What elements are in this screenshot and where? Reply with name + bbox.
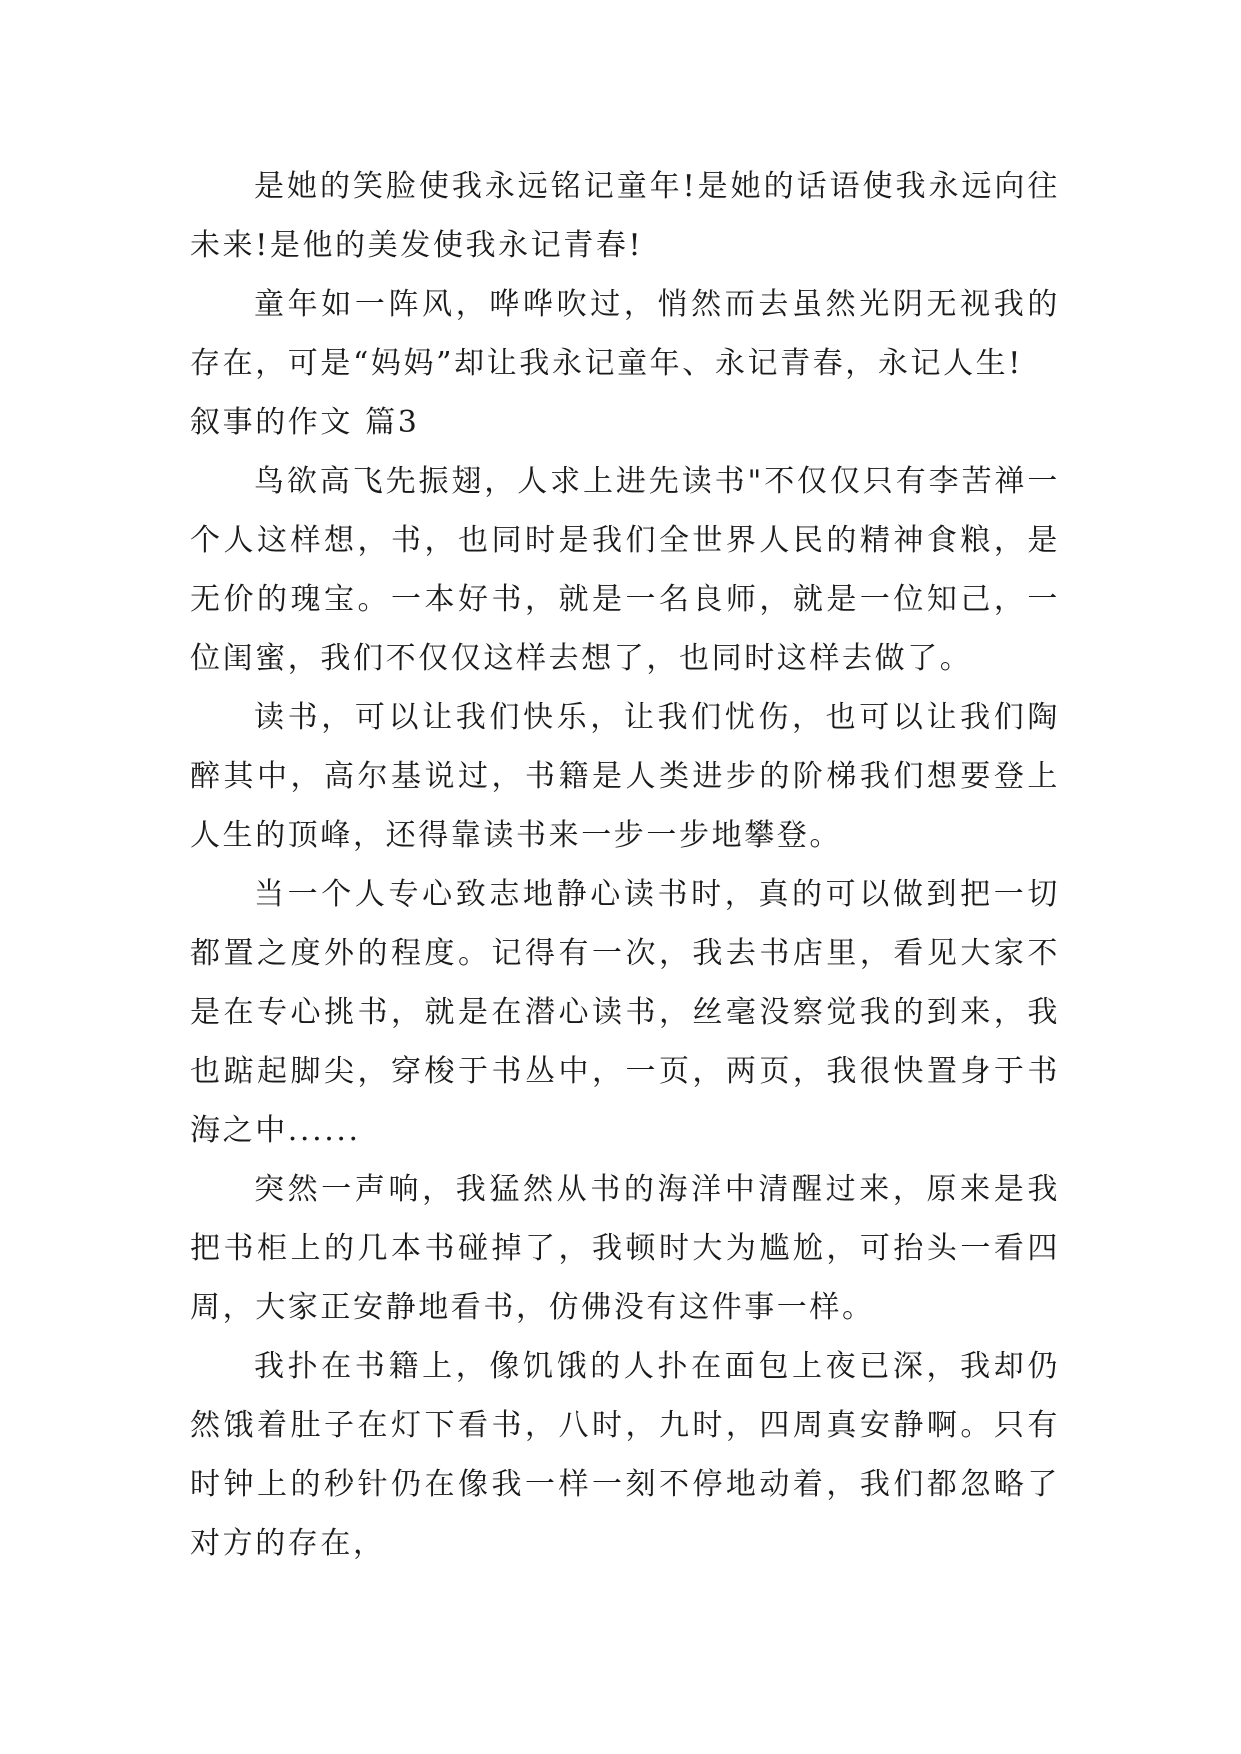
paragraph-2: 童年如一阵风，哗哗吹过，悄然而去虽然光阴无视我的存在，可是“妈妈”却让我永记童年、永记青春，永记人生! — [190, 287, 1060, 381]
paragraph-3: 鸟欲高飞先振翅，人求上进先读书"不仅仅只有李苦禅一个人这样想，书，也同时是我们全世界人民的精神食粮，是无价的瑰宝。一本好书，就是一名良师，就是一位知己，一位闺蜜，我们不仅仅这样去想了，也同时这样去做了。 — [190, 464, 1060, 676]
paragraph-4: 读书，可以让我们快乐，让我们忧伤，也可以让我们陶醉其中，高尔基说过，书籍是人类进步的阶梯我们想要登上人生的顶峰，还得靠读书来一步一步地攀登。 — [190, 700, 1060, 853]
paragraph-1: 是她的笑脸使我永远铭记童年!是她的话语使我永远向往未来!是他的美发使我永记青春! — [190, 169, 1060, 263]
section-heading: 叙事的作文 篇3 — [190, 405, 420, 440]
document-body — [190, 157, 1060, 1573]
paragraph-7: 我扑在书籍上，像饥饿的人扑在面包上夜已深，我却仍然饿着肚子在灯下看书，八时，九时，四周真安静啊。只有时钟上的秒针仍在像我一样一刻不停地动着，我们都忽略了对方的存在， — [190, 1349, 1060, 1561]
paragraph-5: 当一个人专心致志地静心读书时，真的可以做到把一切都置之度外的程度。记得有一次，我去书店里，看见大家不是在专心挑书，就是在潜心读书，丝毫没察觉我的到来，我也踮起脚尖，穿梭于书丛中，一页，两页，我很快置身于书海之中...... — [190, 877, 1060, 1148]
paragraph-6: 突然一声响，我猛然从书的海洋中清醒过来，原来是我把书柜上的几本书碰掉了，我顿时大为尴尬，可抬头一看四周，大家正安静地看书，仿佛没有这件事一样。 — [190, 1172, 1060, 1325]
